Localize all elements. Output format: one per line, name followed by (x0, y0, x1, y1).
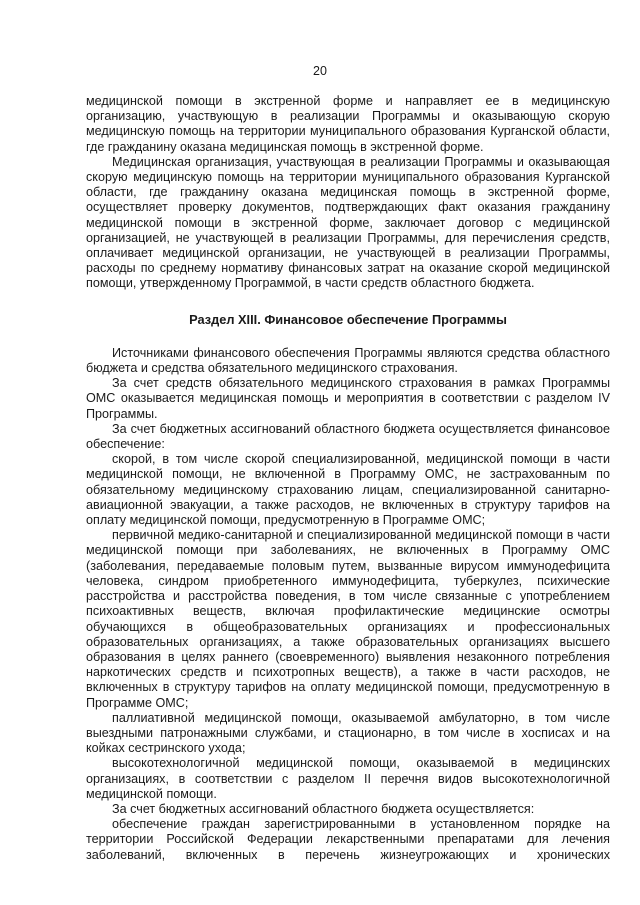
paragraph-funding-sources: Источниками финансового обеспечения Программы являются средства областного бюджета и средства обязательного медицинского страхования. (86, 345, 610, 376)
page-number: 20 (313, 64, 327, 78)
document-body (86, 94, 610, 863)
paragraph-primary-care: первичной медико-санитарной и специализированной медицинской помощи в части медицинской помощи при заболеваниях, не включенных в Программу ОМС (заболевания, передаваемые половым путем, вызванные вирусом иммунодефицита человека, синдром приобретенного иммунодефицита, туберкулез, психические расстройства и расстройства поведения, в том числе связанные с употреблением психоактивных веществ, включая профилактические медицинские осмотры обучающихся в общеобразовательных организациях и профессиональных образовательных организациях, а также образовательных организациях высшего образования в целях раннего (своевременного) выявления незаконного потребления наркотических средств и психотропных веществ), а также в части расходов, не включенных в структуру тарифов на оплату медицинской помощи, предусмотренную в Программе ОМС; (86, 528, 610, 710)
paragraph-budget-provision: За счет бюджетных ассигнований областного бюджета осуществляется: (112, 801, 535, 816)
paragraph-drug-provision: обеспечение граждан зарегистрированными в установленном порядке на территории Российской Федерации лекарственными препаратами для лечения заболеваний, включенных в перечень жизнеугрожающих и хронических (86, 817, 610, 862)
paragraph-oms-funding: За счет средств обязательного медицинского страхования в рамках Программы ОМС оказывается медицинская помощь и мероприятия в соответствии с разделом IV Программы. (86, 376, 610, 421)
paragraph-budget-funding-intro: За счет бюджетных ассигнований областного бюджета осуществляется финансовое обеспечение: (86, 421, 610, 452)
paragraph-high-tech-care: высокотехнологичной медицинской помощи, оказываемой в медицинских организациях, в соответствии с разделом II перечня видов высокотехнологичной медицинской помощи. (86, 756, 610, 801)
paragraph-palliative-care: паллиативной медицинской помощи, оказываемой амбулаторно, в том числе выездными патронажными службами, и стационарно, в том числе в хосписах и на койках сестринского ухода; (86, 710, 610, 756)
paragraph-intro-continuation: медицинской помощи в экстренной форме и направляет ее в медицинскую организацию, участвующую в реализации Программы и оказывающую скорую медицинскую помощь на территории муниципального образования Курганской области, где гражданину оказана медицинская помощь в экстренной форме. (86, 94, 610, 154)
paragraph-emergency-care: скорой, в том числе скорой специализированной, медицинской помощи в части медицинской помощи, не включенной в Программу ОМС, не застрахованным по обязательному медицинскому страхованию лицам, специализированной санитарно-авиационной эвакуации, а также расходов, не включенных в структуру тарифов на оплату медицинской помощи, предусмотренную в Программе ОМС; (86, 452, 610, 528)
paragraph-medical-org-verification: Медицинская организация, участвующая в реализации Программы и оказывающая скорую медицинскую помощь на территории муниципального образования Курганской области, где гражданину оказана медицинская помощь в экстренной форме, осуществляет проверку документов, подтверждающих факт оказания гражданину медицинской помощи в экстренной форме, заключает договор с медицинской организацией, не участвующей в реализации Программы, для перечисления средств, оплачивает медицинской организации, не участвующей в реализации Программы, расходы по среднему нормативу финансовых затрат на оказание скорой медицинской помощи, утвержденному Программой, в части средств областного бюджета. (86, 154, 610, 291)
section-heading: Раздел XIII. Финансовое обеспечение Программы (189, 311, 507, 327)
